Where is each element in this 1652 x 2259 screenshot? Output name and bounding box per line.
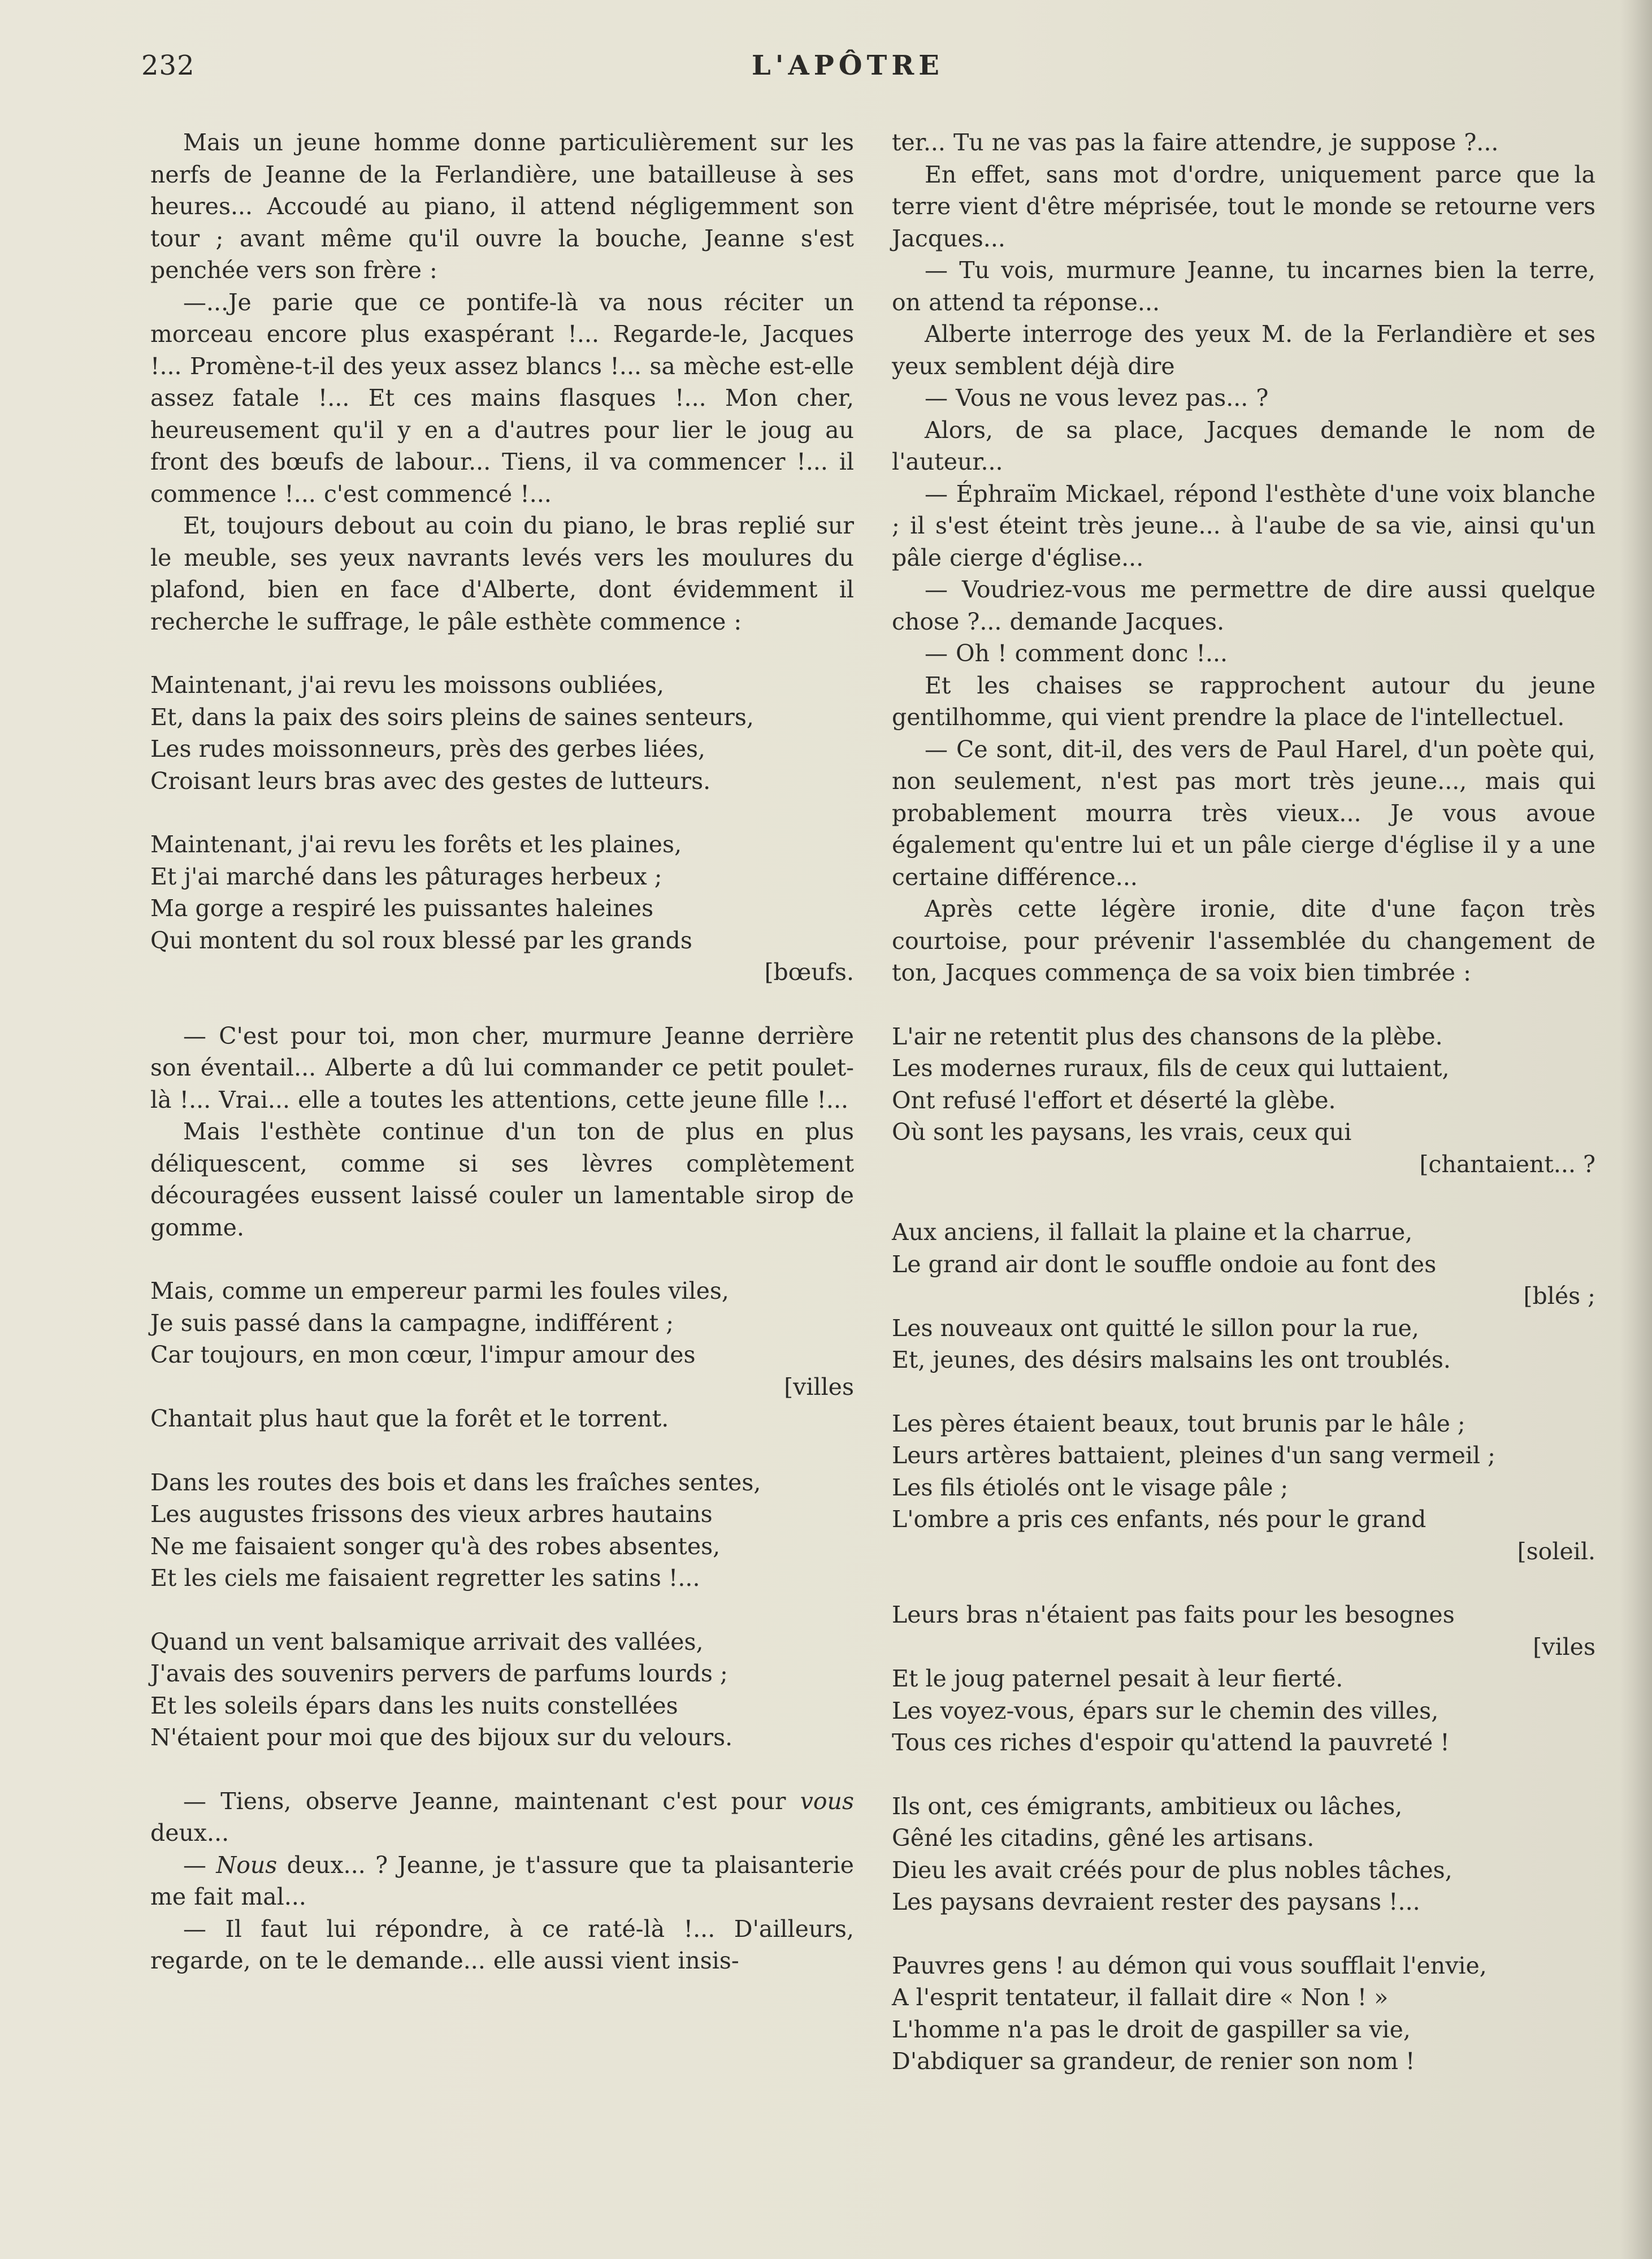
page-number: 232 [141, 50, 195, 81]
poem-stanza [150, 1275, 854, 1435]
paragraph-text: — [183, 1851, 216, 1879]
page-header [0, 50, 1652, 89]
paragraph-text: — Ce sont, dit-il, des vers de Paul Harel, d'un poète qui, non seulement, n'est pas mort très jeune..., mais qui probablement mourra très vieux... Je vous avoue également qu'entre lui et un pâle cierge d'église il y a une certaine différence... [892, 735, 1595, 891]
stanza-gap [150, 1754, 854, 1785]
prose-paragraph [150, 1116, 854, 1243]
prose-paragraph [892, 318, 1595, 382]
verse-line: A l'esprit tentateur, il fallait dire « Non ! » [892, 1984, 1389, 2011]
prose-paragraph [892, 670, 1595, 734]
verse-line: Les fils étiolés ont le visage pâle ; [892, 1473, 1289, 1501]
paragraph-text-after: deux... ? Jeanne, je t'assure que ta plaisanterie me fait mal... [150, 1851, 854, 1910]
verse-line: Dieu les avait créés pour de plus nobles tâches, [892, 1856, 1452, 1884]
verse-line: Les paysans devraient rester des paysans !... [892, 1888, 1420, 1915]
prose-paragraph [150, 1020, 854, 1116]
prose-paragraph [150, 1849, 854, 1913]
verse-line: D'abdiquer sa grandeur, de renier son nom ! [892, 2048, 1415, 2075]
verse-line: Qui montent du sol roux blessé par les grands [150, 926, 692, 954]
verse-line: Et j'ai marché dans les pâturages herbeux ; [150, 862, 662, 890]
page-edge-shadow [1620, 0, 1652, 2259]
poem-stanza [892, 1408, 1595, 1568]
paragraph-text-after: deux... [150, 1819, 229, 1846]
paragraph-text: — C'est pour toi, mon cher, murmure Jeanne derrière son éventail... Alberte a dû lui commander ce petit poulet-là !... Vrai... elle a toutes les attentions, cette jeune fille !... [150, 1022, 854, 1113]
verse-line: Et, jeunes, des désirs malsains les ont troublés. [892, 1346, 1451, 1373]
stanza-gap [150, 1594, 854, 1626]
verse-line-overflow: [viles [1533, 1633, 1595, 1660]
prose-paragraph [150, 287, 854, 510]
paragraph-text: Et les chaises se rapprochent autour du jeune gentilhomme, qui vient prendre la place de l'intellectuel. [892, 671, 1595, 731]
emphasized-word: vous [800, 1787, 854, 1815]
verse-line: Chantait plus haut que la forêt et le torrent. [150, 1405, 669, 1432]
prose-paragraph [892, 254, 1595, 318]
verse-line: Mais, comme un empereur parmi les foules viles, [150, 1277, 729, 1304]
verse-line: Pauvres gens ! au démon qui vous soufflait l'envie, [892, 1952, 1487, 1979]
stanza-gap [150, 638, 854, 669]
paragraph-text: — Oh ! comment donc !... [925, 640, 1228, 667]
stanza-gap [892, 1376, 1595, 1408]
poem-stanza [892, 1216, 1595, 1376]
paragraph-text: — Tu vois, murmure Jeanne, tu incarnes bien la terre, on attend ta réponse... [892, 257, 1595, 316]
verse-line: L'ombre a pris ces enfants, nés pour le grand [892, 1506, 1426, 1533]
stanza-gap [892, 1759, 1595, 1790]
verse-line-overflow: [soleil. [1517, 1537, 1595, 1565]
poem-stanza [892, 1599, 1595, 1759]
stanza-gap [150, 797, 854, 829]
verse-line: Et, dans la paix des soirs pleins de saines senteurs, [150, 703, 754, 731]
verse-line: Les augustes frissons des vieux arbres hautains [150, 1501, 713, 1528]
verse-line: Ma gorge a respiré les puissantes haleines [150, 895, 654, 922]
prose-paragraph [150, 1913, 854, 1977]
paragraph-text: —...Je parie que ce pontife-là va nous réciter un morceau encore plus exaspérant !... Regarde-le, Jacques !... Promène-t-il des yeux assez blancs !... sa mèche est-elle assez fatale !... Et ces mains flasques !... Mon cher, heureusement qu'il y en a d'autres pour lier le joug au front des bœufs de labour... Tiens, il va commencer !... il commence !... c'est commencé !... [150, 288, 854, 508]
poem-stanza [150, 1626, 854, 1754]
prose-paragraph [150, 127, 854, 287]
verse-line: Croisant leurs bras avec des gestes de lutteurs. [150, 767, 711, 795]
verse-line: Ne me faisaient songer qu'à des robes absentes, [150, 1532, 721, 1560]
verse-line: Dans les routes des bois et dans les fraîches sentes, [150, 1468, 761, 1496]
paragraph-text: Mais l'esthète continue d'un ton de plus en plus déliquescent, comme si ses lèvres complètement découragées eussent laissé couler un lamentable sirop de gomme. [150, 1118, 854, 1241]
paragraph-text: — Éphraïm Mickael, répond l'esthète d'une voix blanche ; il s'est éteint très jeune... à l'aube de sa vie, ainsi qu'un pâle cierge d'église... [892, 480, 1595, 571]
prose-paragraph [892, 414, 1595, 478]
verse-line: N'étaient pour moi que des bijoux sur du velours. [150, 1724, 733, 1751]
verse-line: Maintenant, j'ai revu les moissons oubliées, [150, 671, 665, 699]
verse-line: Ont refusé l'effort et déserté la glèbe. [892, 1086, 1336, 1114]
verse-line: Quand un vent balsamique arrivait des vallées, [150, 1628, 704, 1655]
verse-line: Je suis passé dans la campagne, indifférent ; [150, 1309, 674, 1337]
prose-paragraph [892, 574, 1595, 638]
paragraph-text: — Voudriez-vous me permettre de dire aussi quelque chose ?... demande Jacques. [892, 576, 1595, 635]
prose-paragraph [150, 1785, 854, 1849]
stanza-gap [892, 1918, 1595, 1950]
emphasized-word: Nous [216, 1851, 277, 1879]
verse-line-overflow: [villes [784, 1373, 854, 1401]
verse-line: Ils ont, ces émigrants, ambitieux ou lâches, [892, 1792, 1403, 1820]
verse-line: Les nouveaux ont quitté le sillon pour la rue, [892, 1314, 1419, 1342]
verse-line: Gêné les citadins, gêné les artisans. [892, 1824, 1315, 1852]
running-title: L'APÔTRE [752, 50, 944, 81]
verse-line: Et les soleils épars dans les nuits constellées [150, 1692, 678, 1719]
prose-paragraph [892, 734, 1595, 894]
verse-line: Aux anciens, il fallait la plaine et la charrue, [892, 1219, 1413, 1246]
poem-stanza [892, 1950, 1595, 2078]
verse-line: Où sont les paysans, les vrais, ceux qui [892, 1118, 1352, 1146]
stanza-gap [150, 1243, 854, 1275]
verse-line: L'homme n'a pas le droit de gaspiller sa vie, [892, 2015, 1411, 2043]
stanza-gap [150, 1435, 854, 1467]
poem-stanza [892, 1021, 1595, 1181]
prose-paragraph [892, 159, 1595, 255]
paragraph-text: — Vous ne vous levez pas... ? [925, 384, 1269, 411]
poem-stanza [150, 1467, 854, 1594]
verse-line: Le grand air dont le souffle ondoie au font des [892, 1250, 1437, 1278]
paragraph-text: — Il faut lui répondre, à ce raté-là !... D'ailleurs, regarde, on te le demande... elle aussi vient insis- [150, 1915, 854, 1974]
paragraph-text: ter... Tu ne vas pas la faire attendre, je suppose ?... [892, 129, 1499, 156]
verse-line: Car toujours, en mon cœur, l'impur amour des [150, 1341, 696, 1368]
verse-line-overflow: [chantaient... ? [1419, 1150, 1595, 1178]
poem-stanza [150, 829, 854, 988]
stanza-gap [892, 989, 1595, 1021]
paragraph-text: Alors, de sa place, Jacques demande le nom de l'auteur... [892, 416, 1595, 475]
verse-line: Maintenant, j'ai revu les forêts et les plaines, [150, 831, 682, 858]
verse-line: Les pères étaient beaux, tout brunis par le hâle ; [892, 1410, 1465, 1437]
verse-line: Et les ciels me faisaient regretter les satins !... [150, 1564, 700, 1592]
verse-line: Les rudes moissonneurs, près des gerbes liées, [150, 735, 706, 762]
verse-line: L'air ne retentit plus des chansons de la plèbe. [892, 1022, 1443, 1050]
verse-line: Et le joug paternel pesait à leur fierté. [892, 1665, 1343, 1692]
verse-line: J'avais des souvenirs pervers de parfums lourds ; [150, 1660, 728, 1687]
verse-line-overflow: [blés ; [1523, 1282, 1595, 1310]
prose-paragraph [892, 127, 1595, 159]
paragraph-text: — Tiens, observe Jeanne, maintenant c'est pour [183, 1787, 800, 1815]
paragraph-text: Mais un jeune homme donne particulièrement sur les nerfs de Jeanne de la Ferlandière, une batailleuse à ses heures... Accoudé au piano, il attend négligemment son tour ; avant même qu'il ouvre la bouche, Jeanne s'est penchée vers son frère : [150, 129, 854, 284]
paragraph-text: Et, toujours debout au coin du piano, le bras replié sur le meuble, ses yeux navrants levés vers les moulures du plafond, bien en face d'Alberte, dont évidemment il recherche le suffrage, le pâle esthète commence : [150, 512, 854, 635]
paragraph-text: Après cette légère ironie, dite d'une façon très courtoise, pour prévenir l'assemblée du changement de ton, Jacques commença de sa voix bien timbrée : [892, 895, 1595, 986]
stanza-gap [892, 1180, 1595, 1216]
poem-stanza [892, 1790, 1595, 1918]
paragraph-text: En effet, sans mot d'ordre, uniquement parce que la terre vient d'être méprisée, tout le monde se retourne vers Jacques... [892, 161, 1595, 252]
prose-paragraph [892, 382, 1595, 414]
verse-line: Les voyez-vous, épars sur le chemin des villes, [892, 1697, 1439, 1724]
paragraph-text: Alberte interroge des yeux M. de la Ferlandière et ses yeux semblent déjà dire [892, 320, 1595, 380]
prose-paragraph [892, 638, 1595, 670]
prose-paragraph [892, 893, 1595, 989]
prose-paragraph [150, 510, 854, 638]
verse-line: Leurs artères battaient, pleines d'un sang vermeil ; [892, 1442, 1495, 1469]
verse-line: Les modernes ruraux, fils de ceux qui luttaient, [892, 1055, 1450, 1082]
verse-line: Tous ces riches d'espoir qu'attend la pauvreté ! [892, 1729, 1450, 1756]
stanza-gap [892, 1567, 1595, 1599]
verse-line-overflow: [bœufs. [764, 959, 854, 986]
prose-paragraph [892, 478, 1595, 574]
poem-stanza [150, 669, 854, 797]
right-text-column [892, 127, 1595, 2078]
left-text-column [150, 127, 854, 1977]
stanza-gap [150, 988, 854, 1020]
verse-line: Leurs bras n'étaient pas faits pour les besognes [892, 1601, 1455, 1628]
